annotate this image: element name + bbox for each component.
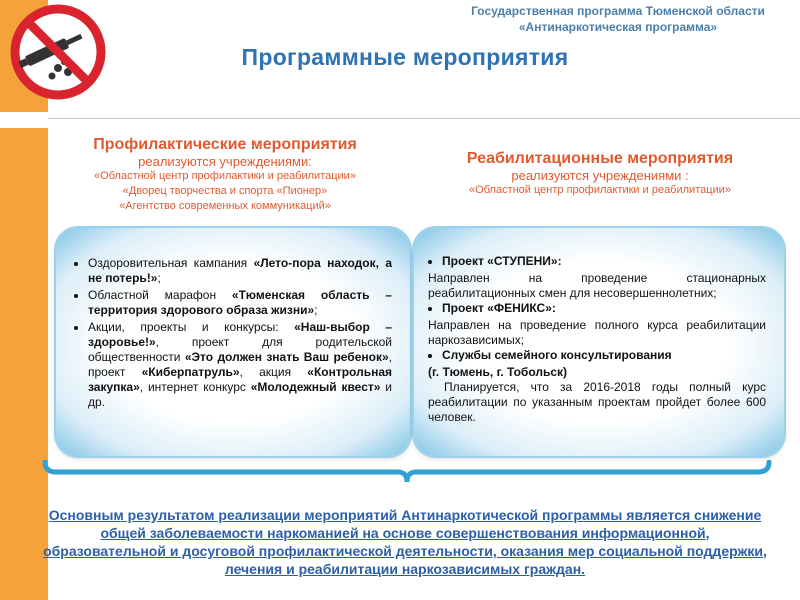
list-item-text: Акции, проекты и конкурсы: bbox=[88, 320, 295, 334]
left-column-heading bbox=[50, 136, 400, 214]
project-text: Планируется, что за 2016-2018 годы полный курс реабилитации по указанным проектам пройдет более 600 человек. bbox=[428, 380, 766, 424]
list-item-text: , проект bbox=[88, 350, 392, 379]
program-caption bbox=[448, 3, 788, 35]
list-item-text: , акция bbox=[239, 365, 308, 379]
list-item bbox=[88, 256, 392, 286]
project-feniks bbox=[428, 301, 766, 316]
project-place: (г. Тюмень, г. Тобольск) bbox=[428, 365, 568, 379]
prevention-box bbox=[56, 228, 410, 456]
project-title: • Проект «ФЕНИКС»: bbox=[442, 301, 766, 316]
list-item-bold: «Лето-пора находок, а не потерь!» bbox=[88, 256, 392, 285]
project-title: • Службы семейного консультирования bbox=[442, 348, 766, 363]
curly-brace-icon bbox=[42, 460, 772, 490]
list-item-bold: «Наш-выбор – здоровье!» bbox=[88, 320, 392, 349]
list-item-bold: «Тюменская область – территория здорового образа жизни» bbox=[88, 288, 392, 317]
left-heading: Профилактические мероприятия bbox=[93, 136, 357, 153]
program-caption-line1: Государственная программа Тюменской области bbox=[471, 4, 765, 18]
right-subheading: реализуются учреждениями : bbox=[511, 168, 689, 183]
family-consulting bbox=[428, 348, 766, 363]
right-heading: Реабилитационные мероприятия bbox=[466, 150, 734, 167]
list-item-text: ; bbox=[314, 303, 318, 317]
page-title: Программные мероприятия bbox=[241, 44, 569, 70]
list-item-text: Оздоровительная кампания bbox=[88, 256, 254, 270]
list-item-text: и др. bbox=[88, 380, 392, 409]
list-item-text: Областной марафон bbox=[88, 288, 232, 302]
list-item-bold: «Киберпатруль» bbox=[141, 365, 240, 379]
divider bbox=[48, 118, 800, 119]
list-item-bold: «Контрольная закупка» bbox=[88, 365, 393, 394]
conclusion-text: Основным результатом реализации мероприятий Антинаркотической программы является снижение общей заболеваемости наркоманией на основе совершенствования информационной, образовательной и досуговой профилактической деятельности, оказания мер социальной поддержки, лечения и реабилитации наркозависимых граждан. bbox=[43, 507, 767, 577]
rehabilitation-box bbox=[414, 228, 784, 456]
list-item bbox=[88, 288, 392, 318]
list-item-text: , интернет конкурс bbox=[139, 380, 251, 394]
left-subheading: реализуются учреждениями: bbox=[138, 154, 312, 169]
right-column-heading bbox=[415, 150, 785, 198]
left-org-1: «Областной центр профилактики и реабилитации» bbox=[94, 170, 356, 182]
right-org-1: «Областной центр профилактики и реабилитации» bbox=[469, 184, 731, 196]
rehabilitation-content bbox=[428, 254, 766, 425]
project-stupeni bbox=[428, 254, 766, 269]
project-text: Направлен на проведение полного курса реабилитации наркозависимых; bbox=[428, 318, 766, 347]
list-item-bold: «Это должен знать Ваш ребенок» bbox=[184, 350, 389, 364]
program-caption-line2: «Антинаркотическая программа» bbox=[518, 20, 718, 34]
project-title: • Проект «СТУПЕНИ»: bbox=[442, 254, 766, 269]
prevention-list bbox=[70, 256, 392, 410]
left-org-2: «Дворец творчества и спорта «Пионер» bbox=[122, 185, 328, 197]
list-item-text: ; bbox=[157, 271, 161, 285]
list-item bbox=[88, 320, 392, 410]
project-text: Направлен на проведение стационарных реабилитационных смен для несовершеннолетних; bbox=[428, 271, 766, 300]
list-item-bold: «Молодежный квест» bbox=[250, 380, 381, 394]
left-org-3: «Агентство современных коммуникаций» bbox=[119, 200, 331, 212]
list-item-text: , проект для родительской общественности bbox=[88, 335, 392, 364]
